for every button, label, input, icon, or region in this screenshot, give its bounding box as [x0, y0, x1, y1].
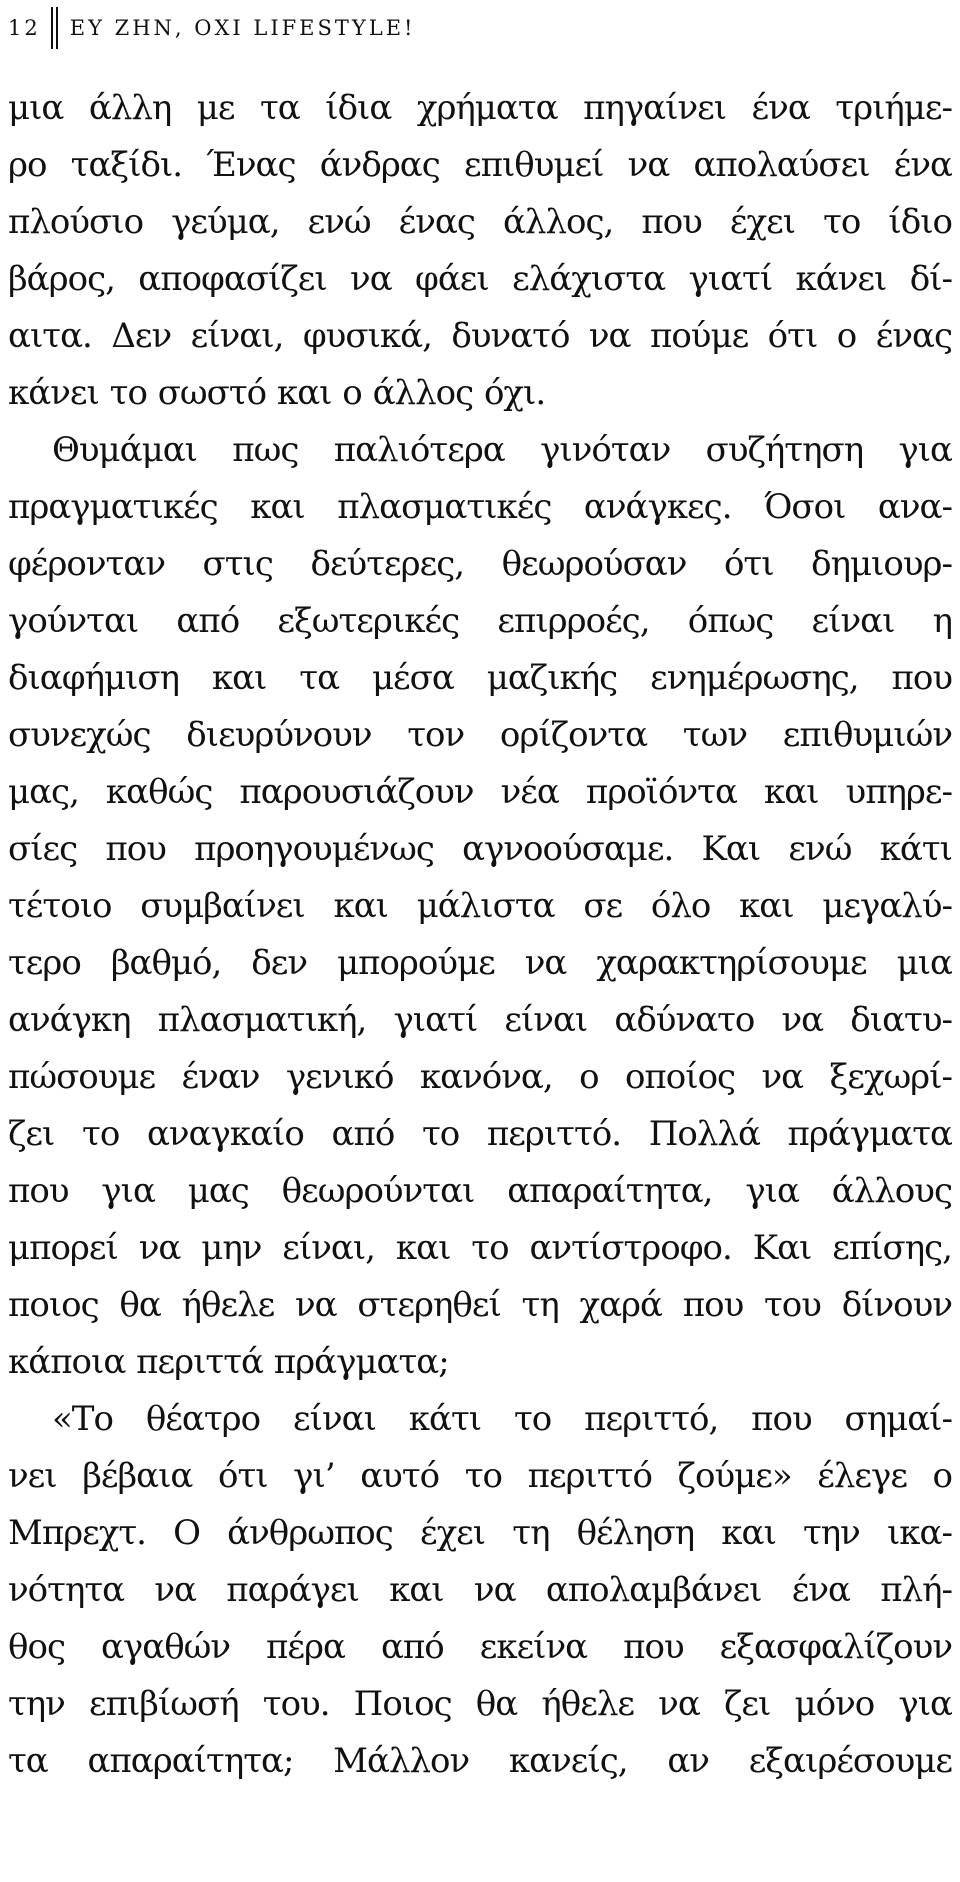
text-line: αιτα. Δεν είναι, φυσικά, δυνατό να πούμε ότι ο ένας — [8, 316, 952, 356]
text-line: βάρος, αποφασίζει να φάει ελάχιστα γιατί κάνει δί- — [8, 259, 952, 299]
text-line: γούνται από εξωτερικές επιρροές, όπως είναι η — [8, 601, 952, 641]
text-line: κάνει το σωστό και ο άλλος όχι. — [8, 373, 546, 413]
text-line: πώσουμε έναν γενικό κανόνα, ο οποίος να ξεχωρί- — [8, 1057, 952, 1097]
text-line: νει βέβαια ότι γι’ αυτό το περιττό ζούμε» έλεγε ο — [8, 1456, 952, 1496]
text-line: νότητα να παράγει και να απολαμβάνει ένα πλή- — [8, 1570, 952, 1610]
text-line: ζει το αναγκαίο από το περιττό. Πολλά πράγματα — [8, 1114, 952, 1154]
text-line: «Το θέατρο είναι κάτι το περιττό, που σημαί- — [52, 1399, 952, 1439]
page-number: 12 — [8, 16, 41, 40]
text-line: Μπρεχτ. Ο άνθρωπος έχει τη θέληση και την ικα- — [8, 1513, 952, 1553]
running-header — [8, 8, 415, 48]
text-line: κάποια περιττά πράγματα; — [8, 1342, 449, 1382]
text-line: Θυμάμαι πως παλιότερα γινόταν συζήτηση για — [52, 430, 952, 470]
text-line: τέτοιο συμβαίνει και μάλιστα σε όλο και μεγαλύ- — [8, 886, 952, 926]
text-line: μπορεί να μην είναι, και το αντίστροφο. Και επίσης, — [8, 1228, 952, 1268]
text-line: που για μας θεωρούνται απαραίτητα, για άλλους — [8, 1171, 952, 1211]
running-title: ΕΥ ΖΗΝ, ΟΧΙ LIFESTYLE! — [69, 16, 416, 40]
text-line: ανάγκη πλασματική, γιατί είναι αδύνατο να διατυ- — [8, 1000, 952, 1040]
header-double-rule — [51, 7, 58, 49]
text-line: πλούσιο γεύμα, ενώ ένας άλλος, που έχει το ίδιο — [8, 202, 952, 242]
text-line: την επιβίωσή του. Ποιος θα ήθελε να ζει μόνο για — [8, 1684, 952, 1724]
text-line: συνεχώς διευρύνουν τον ορίζοντα των επιθυμιών — [8, 715, 952, 755]
text-line: σίες που προηγουμένως αγνοούσαμε. Και ενώ κάτι — [8, 829, 952, 869]
text-line: τερο βαθμό, δεν μπορούμε να χαρακτηρίσουμε μια — [8, 943, 952, 983]
text-line: φέρονταν στις δεύτερες, θεωρούσαν ότι δημιουρ- — [8, 544, 952, 584]
text-line: τα απαραίτητα; Μάλλον κανείς, αν εξαιρέσουμε — [8, 1741, 952, 1781]
text-line: θος αγαθών πέρα από εκείνα που εξασφαλίζουν — [8, 1627, 952, 1667]
text-line: πραγματικές και πλασματικές ανάγκες. Όσοι ανα- — [8, 487, 952, 527]
text-line: διαφήμιση και τα μέσα μαζικής ενημέρωσης, που — [8, 658, 952, 698]
body-text — [8, 80, 952, 1790]
text-line: μας, καθώς παρουσιάζουν νέα προϊόντα και υπηρε- — [8, 772, 952, 812]
text-line: μια άλλη με τα ίδια χρήματα πηγαίνει ένα τριήμε- — [8, 88, 952, 128]
text-line: ποιος θα ήθελε να στερηθεί τη χαρά που του δίνουν — [8, 1285, 952, 1325]
text-line: ρο ταξίδι. Ένας άνδρας επιθυμεί να απολαύσει ένα — [8, 145, 952, 185]
